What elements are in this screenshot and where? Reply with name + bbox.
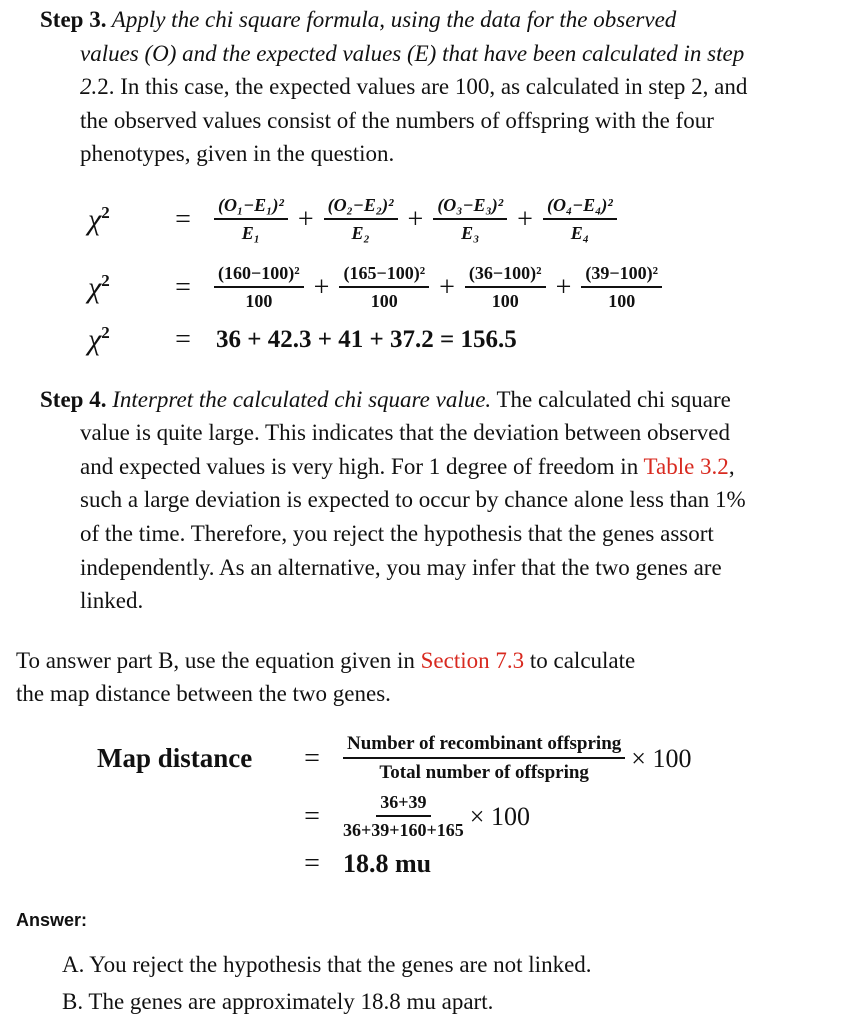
plus: + bbox=[555, 271, 572, 303]
equals: = bbox=[304, 848, 320, 879]
plus: + bbox=[407, 203, 424, 235]
fraction: $\frac{\text{Number of recombinant offspring}}{\text{Total number of offspring}}$ bbox=[343, 733, 625, 784]
map-distance-label: Map distance bbox=[97, 743, 253, 773]
step4-line-3: and expected values is very high. For 1 degree of freedom in Table 3.2, bbox=[80, 454, 735, 479]
step4-line-1: Step 4. Interpret the calculated chi square value. The calculated chi square bbox=[40, 387, 731, 412]
equals: = bbox=[175, 324, 191, 355]
step3-text: 2. In this case, the expected values are 100, as calculated in step 2, and bbox=[97, 74, 748, 99]
fraction: $\frac{\text{(160−100)²}}{100}$ bbox=[214, 263, 304, 312]
times-100: × 100 bbox=[469, 801, 530, 831]
fraction: $\frac{\text{(O₂−E₂)²}}{\text{E₂}}$ bbox=[324, 195, 398, 244]
chi-formula-row bbox=[88, 195, 623, 244]
fraction: $\frac{\text{(39−100)²}}{100}$ bbox=[581, 263, 662, 312]
step4-line-5: of the time. Therefore, you reject the hypothesis that the genes assort bbox=[80, 521, 714, 546]
map-distance-row-3 bbox=[287, 848, 431, 880]
step3-instruction: Apply the chi square formula, using the data for the observed bbox=[106, 7, 677, 32]
chi-values-row bbox=[88, 263, 668, 312]
chi-result: 36 + 42.3 + 41 + 37.2 = 156.5 bbox=[216, 326, 517, 353]
step3-line-3: 2.2. In this case, the expected values are 100, as calculated in step 2, and bbox=[80, 74, 748, 99]
equals: = bbox=[175, 271, 191, 303]
plus: + bbox=[439, 271, 455, 303]
answer-heading: Answer: bbox=[16, 910, 88, 930]
answer-b: B. The genes are approximately 18.8 mu apart. bbox=[62, 989, 494, 1014]
step3-label: Step 3. bbox=[40, 7, 107, 32]
step3-line-2: values (O) and the expected values (E) that have been calculated in step bbox=[80, 41, 745, 66]
fraction: $\frac{\text{(36−100)²}}{100}$ bbox=[465, 263, 546, 312]
chi-symbol: $\chi^2$ bbox=[88, 270, 110, 304]
part-b-line-2: the map distance between the two genes. bbox=[16, 681, 391, 706]
step3-line-4: the observed values consist of the numbers of offspring with the four bbox=[80, 108, 714, 133]
fraction: $\frac{\text{(O₃−E₃)²}}{\text{E₃}}$ bbox=[433, 195, 507, 244]
plus: + bbox=[517, 203, 533, 235]
step3-line-1 bbox=[40, 5, 676, 35]
equals: = bbox=[175, 203, 191, 235]
answer-a: A. You reject the hypothesis that the genes are not linked. bbox=[62, 952, 592, 977]
equals: = bbox=[304, 742, 320, 774]
map-distance-row-2 bbox=[287, 792, 530, 841]
fraction: $\frac{\text{(165−100)²}}{100}$ bbox=[339, 263, 429, 312]
times-100: × 100 bbox=[631, 743, 692, 773]
chi-symbol: $\chi^2$ bbox=[88, 202, 110, 236]
step4-line-4: such a large deviation is expected to occur by chance alone less than 1% bbox=[80, 487, 746, 512]
step3-line-5: phenotypes, given in the question. bbox=[80, 141, 395, 166]
chi-symbol: $\chi^2$ bbox=[88, 323, 110, 356]
step4-line-7: linked. bbox=[80, 588, 144, 613]
part-b-line-1: To answer part B, use the equation given in Section 7.3 to calculate bbox=[16, 648, 636, 673]
fraction: $\frac{36+39}{36+39+160+165}$ bbox=[343, 792, 464, 840]
fraction: $\frac{\text{(O₁−E₁)²}}{\text{E₁}}$ bbox=[214, 195, 288, 244]
plus: + bbox=[313, 271, 330, 303]
map-distance-row-1 bbox=[97, 733, 691, 784]
equals: = bbox=[304, 800, 320, 832]
chi-result-row bbox=[88, 323, 517, 357]
plus: + bbox=[297, 203, 314, 235]
step4-line-2: value is quite large. This indicates that the deviation between observed bbox=[80, 420, 730, 445]
section-7-3-link[interactable]: Section 7.3 bbox=[420, 648, 525, 673]
map-distance-result: 18.8 mu bbox=[343, 849, 432, 878]
fraction: $\frac{\text{(O₄−E₄)²}}{\text{E₄}}$ bbox=[543, 195, 617, 244]
step4-line-6: independently. As an alternative, you may infer that the two genes are bbox=[80, 555, 722, 580]
table-3-2-link[interactable]: Table 3.2 bbox=[643, 454, 729, 479]
